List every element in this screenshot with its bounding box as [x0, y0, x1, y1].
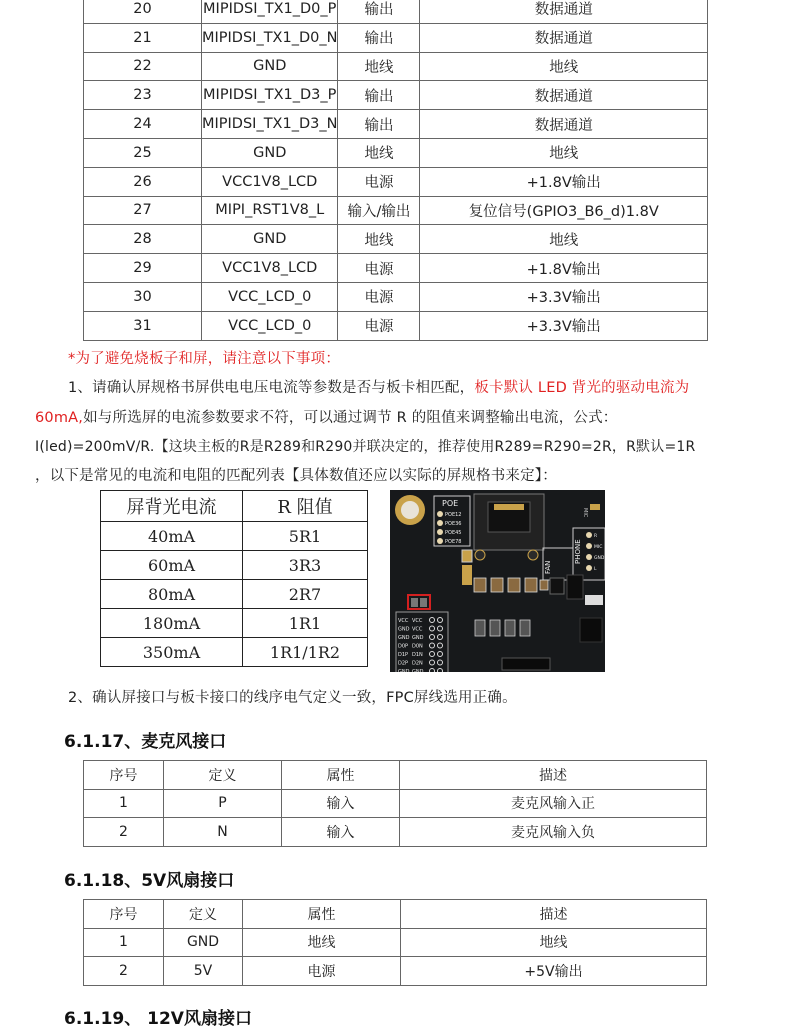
cell-desc: 麦克风输入正 [400, 789, 707, 818]
table-header-row [84, 900, 707, 929]
pin-description: +1.8V输出 [420, 254, 708, 283]
table-row [101, 609, 368, 638]
header-pin-label: GND [412, 669, 424, 672]
pin-name: MIPIDSI_TX1_D3_N [202, 110, 338, 139]
table-row [84, 818, 707, 847]
note-item-1-line1 [68, 376, 689, 397]
header-pin-label: D2P [398, 660, 409, 667]
table-row [101, 522, 368, 551]
mic-label: MIC [582, 508, 588, 518]
pin-number: 29 [84, 254, 202, 283]
backlight-current: 80mA [101, 580, 243, 609]
pin-number: 25 [84, 138, 202, 167]
note-formula: I(led)=200mV/R.【这块主板的R是R289和R290并联决定的，推荐使用R289=R290=2R，R默认=1R [35, 439, 696, 455]
pin-description: 地线 [420, 52, 708, 81]
cell-no: 1 [84, 789, 164, 818]
pin-number: 21 [84, 23, 202, 52]
pin-description: 数据通道 [420, 110, 708, 139]
warning-note: *为了避免烧板子和屏，请注意以下事项： [68, 351, 341, 367]
phone-pin-label: GND [594, 556, 605, 561]
poe-pin-label: POE12 [445, 512, 462, 518]
pin-attribute: 输入/输出 [338, 196, 420, 225]
note-red-current: 60mA, [35, 410, 84, 426]
pin-name: VCC1V8_LCD [202, 167, 338, 196]
header-pin-label: D1N [412, 652, 423, 658]
cell-def: N [164, 818, 282, 847]
pin-number: 30 [84, 282, 202, 311]
pin-description: 地线 [420, 138, 708, 167]
board-illustration [390, 490, 605, 672]
column-header: 描述 [400, 761, 707, 790]
pin-attribute: 输出 [338, 110, 420, 139]
table-row [84, 254, 708, 283]
resistor-value: 5R1 [243, 522, 368, 551]
cell-def: P [164, 789, 282, 818]
pin-attribute: 输出 [338, 23, 420, 52]
pin-description: 复位信号(GPIO3_B6_d)1.8V [420, 196, 708, 225]
header-pin-label: GND [412, 635, 424, 641]
note-red-text: 板卡默认 LED 背光的驱动电流为 [474, 380, 690, 396]
cell-def: GND [164, 928, 243, 957]
pin-name: MIPIDSI_TX1_D3_P [202, 81, 338, 110]
table-row [84, 225, 708, 254]
fan5v-interface-table [83, 899, 707, 986]
pin-name: MIPIDSI_TX1_D0_N [202, 23, 338, 52]
pin-attribute: 地线 [338, 138, 420, 167]
column-header: 描述 [401, 900, 707, 929]
section-title-fan12v: 6.1.19、 12V风扇接口 [64, 1009, 252, 1029]
column-header: 定义 [164, 900, 243, 929]
header-pin-label: VCC [412, 618, 423, 624]
cell-no: 1 [84, 928, 164, 957]
pin-name: GND [202, 52, 338, 81]
pin-attribute: 地线 [338, 225, 420, 254]
header-pin-label: VCC [398, 618, 409, 624]
pin-number: 20 [84, 0, 202, 23]
table-row [84, 23, 708, 52]
board-photo [390, 490, 605, 672]
cell-attr: 输入 [282, 818, 400, 847]
cell-desc: 麦克风输入负 [400, 818, 707, 847]
pin-number: 26 [84, 167, 202, 196]
header-pin-label: D0N [412, 643, 423, 650]
backlight-current: 350mA [101, 638, 243, 667]
header-pin-label: GND [398, 626, 410, 633]
header-resistor: R 阻值 [243, 491, 368, 522]
pin-attribute: 电源 [338, 311, 420, 340]
note-list-intro: ，以下是常见的电流和电阻的匹配列表【具体数值还应以实际的屏规格书来定】： [35, 468, 557, 484]
poe-pin-label: POE45 [445, 530, 462, 536]
pin-attribute: 地线 [338, 52, 420, 81]
poe-pin-label: POE78 [445, 539, 462, 545]
pin-attribute: 电源 [338, 254, 420, 283]
cell-desc: +5V输出 [401, 957, 707, 986]
phone-pin-label: L [594, 567, 597, 572]
column-header: 属性 [282, 761, 400, 790]
header-pin-label: D1P [398, 652, 409, 658]
pin-description: 数据通道 [420, 23, 708, 52]
table-row [84, 957, 707, 986]
pin-name: VCC_LCD_0 [202, 311, 338, 340]
table-row [101, 551, 368, 580]
backlight-resistor-table [100, 490, 368, 667]
pin-number: 22 [84, 52, 202, 81]
table-row [84, 110, 708, 139]
pin-name: VCC1V8_LCD [202, 254, 338, 283]
pin-description: +1.8V输出 [420, 167, 708, 196]
cell-desc: 地线 [401, 928, 707, 957]
table-header-row [101, 491, 368, 522]
resistor-value: 1R1 [243, 609, 368, 638]
pin-name: GND [202, 225, 338, 254]
note-item-1-line2 [35, 406, 618, 427]
backlight-current: 60mA [101, 551, 243, 580]
table-header-row [84, 761, 707, 790]
cell-attr: 电源 [243, 957, 401, 986]
table-row [84, 81, 708, 110]
pin-description: 地线 [420, 225, 708, 254]
column-header: 序号 [84, 900, 164, 929]
pin-description: 数据通道 [420, 0, 708, 23]
poe-pin-label: POE36 [445, 521, 462, 527]
header-current: 屏背光电流 [101, 491, 243, 522]
table-row [84, 928, 707, 957]
table-row [84, 138, 708, 167]
pin-description: 数据通道 [420, 81, 708, 110]
pin-attribute: 输出 [338, 81, 420, 110]
backlight-current: 40mA [101, 522, 243, 551]
table-row [84, 52, 708, 81]
section-title-fan5v: 6.1.18、5V风扇接口 [64, 871, 235, 891]
resistor-value: 3R3 [243, 551, 368, 580]
pin-number: 23 [84, 81, 202, 110]
note-text: 如与所选屏的电流参数要求不符，可以通过调节 R 的阻值来调整输出电流，公式： [83, 410, 618, 426]
backlight-current: 180mA [101, 609, 243, 638]
cell-no: 2 [84, 957, 164, 986]
phone-pin-label: MIC [594, 545, 603, 550]
table-row [101, 638, 368, 667]
phone-label: PHONE [574, 539, 582, 564]
cell-def: 5V [164, 957, 243, 986]
resistor-value: 1R1/1R2 [243, 638, 368, 667]
pin-number: 24 [84, 110, 202, 139]
pin-attribute: 电源 [338, 167, 420, 196]
note-text: 1、请确认屏规格书屏供电电压电流等参数是否与板卡相匹配， [68, 380, 475, 396]
resistor-value: 2R7 [243, 580, 368, 609]
mic-interface-table [83, 760, 707, 847]
table-row [84, 311, 708, 340]
header-pin-label: GND [398, 635, 410, 641]
cell-attr: 输入 [282, 789, 400, 818]
pin-number: 28 [84, 225, 202, 254]
header-pin-label: D2N [412, 660, 423, 667]
pin-number: 27 [84, 196, 202, 225]
table-row [84, 167, 708, 196]
pin-attribute: 电源 [338, 282, 420, 311]
phone-pin-label: R [594, 534, 598, 539]
cell-no: 2 [84, 818, 164, 847]
column-header: 属性 [243, 900, 401, 929]
table-row [84, 196, 708, 225]
pin-description: +3.3V输出 [420, 282, 708, 311]
pin-attribute: 输出 [338, 0, 420, 23]
pin-definition-table [83, 0, 708, 341]
pin-name: GND [202, 138, 338, 167]
table-row [101, 580, 368, 609]
table-row [84, 282, 708, 311]
table-row [84, 789, 707, 818]
note-item-2: 2、确认屏接口与板卡接口的线序电气定义一致，FPC屏线选用正确。 [68, 690, 517, 706]
poe-label: POE [442, 499, 459, 508]
pin-name: MIPIDSI_TX1_D0_P [202, 0, 338, 23]
column-header: 序号 [84, 761, 164, 790]
pin-name: VCC_LCD_0 [202, 282, 338, 311]
header-pin-label: D0P [398, 643, 409, 650]
cell-attr: 地线 [243, 928, 401, 957]
header-pin-label: GND [398, 669, 410, 672]
column-header: 定义 [164, 761, 282, 790]
section-title-mic: 6.1.17、麦克风接口 [64, 732, 227, 752]
fan-label: FAN [544, 560, 552, 574]
pin-description: +3.3V输出 [420, 311, 708, 340]
header-pin-label: VCC [412, 626, 423, 633]
pin-name: MIPI_RST1V8_L [202, 196, 338, 225]
table-row [84, 0, 708, 23]
pin-number: 31 [84, 311, 202, 340]
